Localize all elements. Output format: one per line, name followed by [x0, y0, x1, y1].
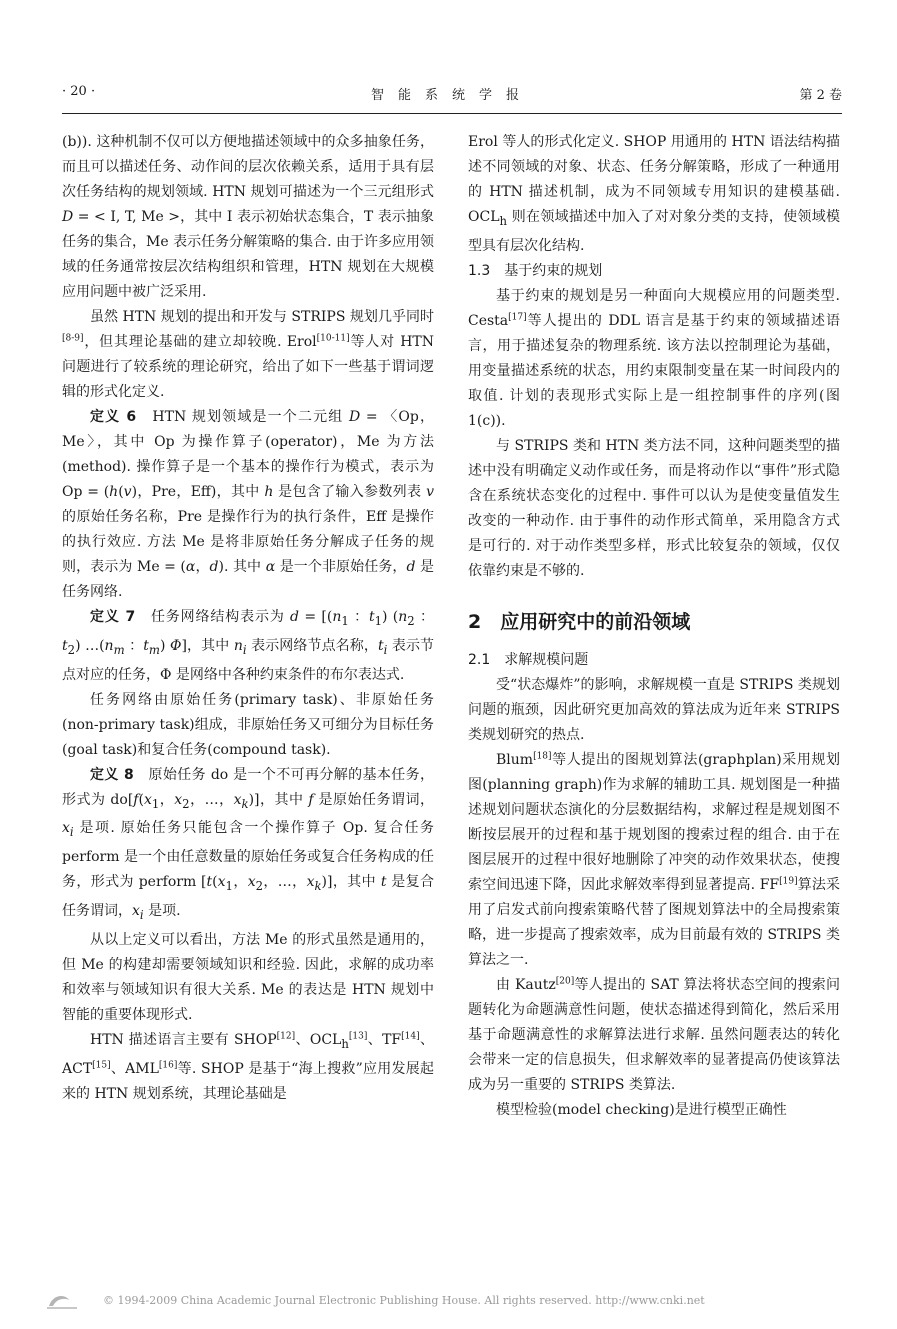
volume-label: 第 2 卷: [799, 88, 842, 103]
subsection-heading: 1.3 基于约束的规划: [468, 262, 603, 279]
page-number: · 20 ·: [62, 84, 96, 99]
paragraph: 定义 8 原始任务 do 是一个不可再分解的基本任务，形式为 $do[f(x_1$，$x_2$，…，$x_k$)]，其中 f 是原始任务谓词，$x_i$ 是项. 原始任务只能包含一个操作算子 Op. 复合任务 perform 是一个由任意数量的原始任务或复合任务构成的任务，形式为 perform [$t(x_1$，$x_2$，…，$x_k$)]，其中 t 是复合任务谓词，$x_i$ 是项.: [62, 766, 435, 922]
paragraph: 从以上定义可以看出，方法 Me 的形式虽然是通用的，但 Me 的构建却需要领域知识和经验. 因此，求解的成功率和效率与领域知识有很大关系. Me 的表达是 HTN 规划中智能的重要体现形式.: [62, 931, 434, 1023]
paragraph: 基于约束的规划是另一种面向大规模应用的问题类型. Cesta[17]等人提出的 DDL 语言是基于约束的领域描述语言，用于描述复杂的物理系统. 该方法以控制理论为基础，用变量描述系统的状态，用约束限制变量在某一时间段内的取值. 计划的表现形式实际上是一组控制事件的序列(图 1(c)).: [468, 287, 840, 429]
page-footer: [45, 1292, 845, 1312]
right-column: [468, 130, 840, 1123]
paragraph: Blum[18]等人提出的图规划算法(graphplan)采用规划图(planning graph)作为求解的辅助工具. 规划图是一种描述规划问题状态演化的分层数据结构，求解过程是规划图不断按层展开的过程和基于规划图的搜索过程的组合. 由于在图层展开的过程中很好地删除了冲突的动作效果状态，使搜索空间迅速下降，因此求解效率得到显著提高. FF[19]算法采用了启发式前向搜索策略代替了图规划算法中的全局搜索策略，进一步提高了搜索效率，成为目前最有效的 STRIPS 类算法之一.: [468, 751, 841, 968]
cnki-logo-icon: [45, 1292, 81, 1310]
copyright-text: © 1994-2009 China Academic Journal Electronic Publishing House. All rights reserved. http://www.cnki.net: [103, 1294, 705, 1307]
paragraph: (b)). 这种机制不仅可以方便地描述领域中的众多抽象任务，而且可以描述任务、动作间的层次依赖关系，适用于具有层次任务结构的规划领域. HTN 规划可描述为一个三元组形式 D = < I, T, Me >，其中 I 表示初始状态集合，T 表示抽象任务的集合，Me 表示任务分解策略的集合. 由于许多应用领域的任务通常按层次结构组织和管理，HTN 规划在大规模应用问题中被广泛采用.: [62, 134, 434, 300]
paragraph: 任务网络由原始任务(primary task)、非原始任务(non-primary task)组成，非原始任务又可细分为目标任务(goal task)和复合任务(compound task).: [62, 691, 434, 758]
paragraph: 定义 6 HTN 规划领域是一个二元组 D = 〈Op，Me〉，其中 Op 为操作算子(operator)，Me 为方法(method). 操作算子是一个基本的操作行为模式，表示为 Op = (h(v)，Pre，Eff)，其中 h 是包含了输入参数列表 v 的原始任务名称，Pre 是操作行为的执行条件，Eff 是操作的执行效应. 方法 Me 是将非原始任务分解成子任务的规则，表示为 Me = (α，d). 其中 α 是一个非原始任务，d 是任务网络.: [62, 409, 435, 600]
paragraph: 受“状态爆炸”的影响，求解规模一直是 STRIPS 类规划问题的瓶颈，因此研究更加高效的算法成为近年来 STRIPS 类规划研究的热点.: [468, 676, 840, 743]
paragraph: Erol 等人的形式化定义. SHOP 用通用的 HTN 语法结构描述不同领域的对象、状态、任务分解策略，形成了一种通用的 HTN 描述机制，成为不同领域专用知识的建模基础. $OCL_h$ 则在领域描述中加入了对对象分类的支持，使领域模型具有层次化结构.: [468, 134, 840, 254]
paragraph: 与 STRIPS 类和 HTN 类方法不同，这种问题类型的描述中没有明确定义动作或任务，而是将动作以“事件”形式隐含在系统状态变化的过程中. 事件可以认为是使变量值发生改变的一种动作. 由于事件的动作形式简单，采用隐含方式是可行的. 对于动作类型多样，形式比较复杂的领域，仅仅依靠约束是不够的.: [468, 437, 840, 579]
page-header: [62, 84, 842, 104]
subsection-heading: 2.1 求解规模问题: [468, 651, 589, 668]
paragraph: 定义 7 任务网络结构表示为 $d = [(n_1$ ：$t_1$) ($n_2$ ：$t_2$) $\dots(n_m$ ：$t_m$) Φ]，其中 $n_i$ 表示网络节点名称，$t_i$ 表示节点对应的任务，Φ 是网络中各种约束条件的布尔表达式.: [62, 609, 435, 683]
paragraph: 虽然 HTN 规划的提出和开发与 STRIPS 规划几乎同时[8-9]，但其理论基础的建立却较晚. Erol[10-11]等人对 HTN 问题进行了较系统的理论研究，给出了如下一些基于谓词逻辑的形式化定义.: [62, 309, 435, 400]
paragraph: HTN 描述语言主要有 SHOP[12]、$OCL_h[13]$、TF[14]、ACT[15]、AML[16]等. SHOP 是基于“海上搜救”应用发展起来的 HTN 规划系统，其理论基础是: [62, 1031, 434, 1102]
paragraph: 模型检验(model checking)是进行模型正确性: [496, 1101, 787, 1118]
header-rule: [62, 113, 842, 114]
section-heading: 2 应用研究中的前沿领域: [468, 610, 691, 633]
journal-title: 智能系统学报: [370, 88, 533, 103]
left-column: [62, 130, 434, 1107]
paragraph: 由 Kautz[20]等人提出的 SAT 算法将状态空间的搜索问题转化为命题满意性问题，使状态描述得到简化，然后采用基于命题满意性的求解算法进行求解. 虽然问题表达的转化会带来一定的信息损失，但求解效率的显著提高仍使该算法成为另一重要的 STRIPS 类算法.: [468, 976, 840, 1093]
